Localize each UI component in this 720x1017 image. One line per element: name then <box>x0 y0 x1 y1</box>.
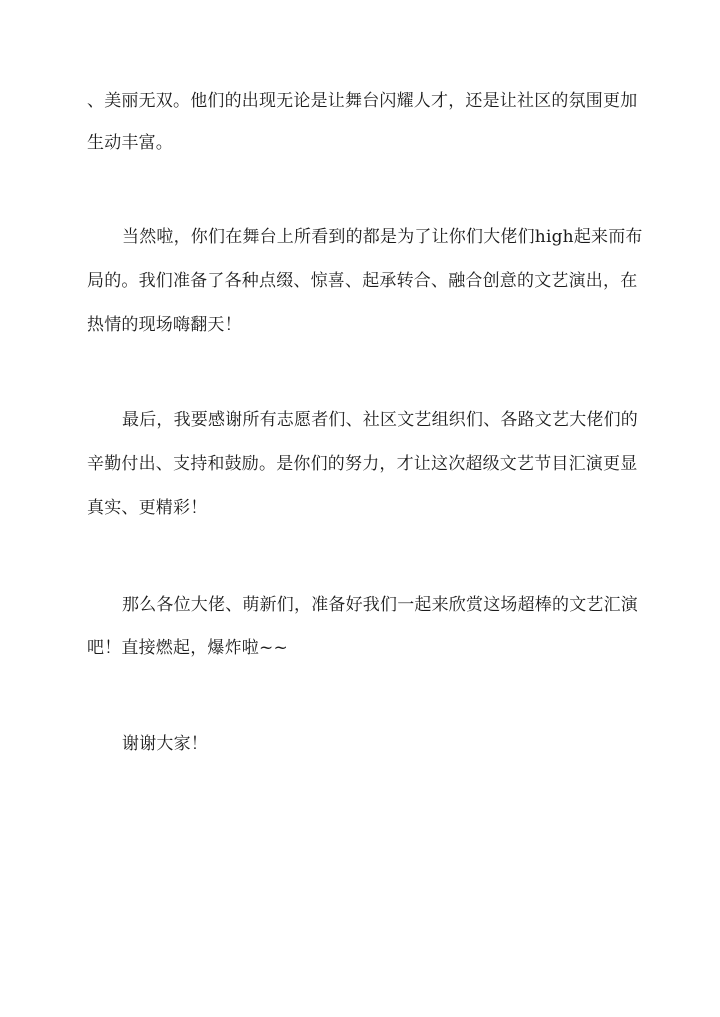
paragraph-5-line-1: 谢谢大家！ <box>122 734 208 754</box>
paragraph-2-line-3: 热情的现场嗨翻天！ <box>87 315 242 335</box>
paragraph-3-line-2: 辛勤付出、支持和鼓励。是你们的努力，才让这次超级文艺节目汇演更显 <box>87 454 638 474</box>
paragraph-2-line-2: 局的。我们准备了各种点缀、惊喜、起承转合、融合创意的文艺演出，在 <box>87 271 638 291</box>
paragraph-3-line-3: 真实、更精彩！ <box>87 498 208 518</box>
paragraph-4-line-2: 吧！直接燃起，爆炸啦~~ <box>87 638 288 658</box>
paragraph-2-line-1: 当然啦，你们在舞台上所看到的都是为了让你们大佬们high起来而布 <box>122 227 643 247</box>
paragraph-1-line-2: 生动丰富。 <box>87 133 173 153</box>
paragraph-3-line-1: 最后，我要感谢所有志愿者们、社区文艺组织们、各路文艺大佬们的 <box>122 410 638 430</box>
paragraph-1-line-1: 、美丽无双。他们的出现无论是让舞台闪耀人才，还是让社区的氛围更加 <box>87 91 638 111</box>
paragraph-4-line-1: 那么各位大佬、萌新们，准备好我们一起来欣赏这场超棒的文艺汇演 <box>122 595 638 615</box>
